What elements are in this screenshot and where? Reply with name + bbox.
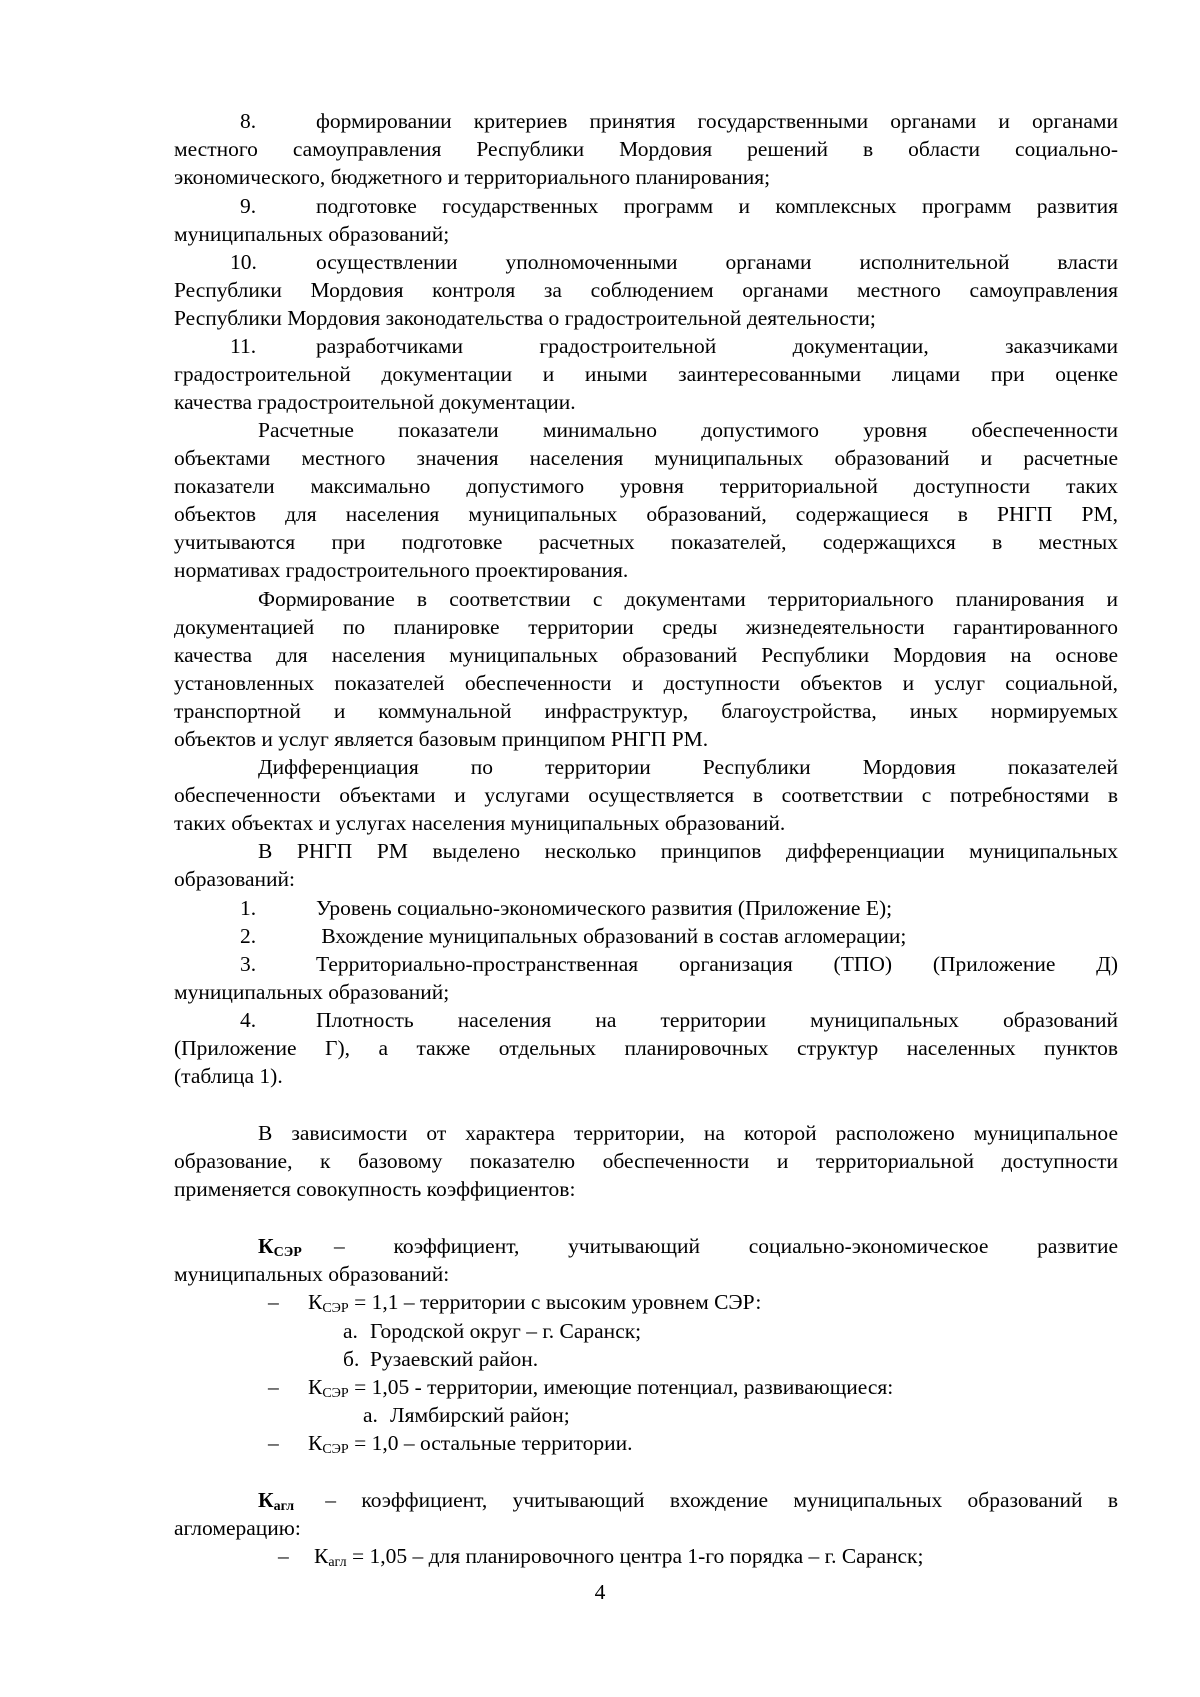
list-number: 2.: [240, 924, 257, 948]
coefficient-definition: муниципальных образований:: [174, 1262, 450, 1286]
list-number: 4.: [240, 1008, 257, 1032]
coef-letter: К: [308, 1375, 323, 1399]
paragraph-line: таких объектах и услугах населения муниципальных образований.: [174, 811, 786, 835]
paragraph-line: установленных показателей обеспеченности и доступности объектов и услуг социальной,: [174, 671, 1118, 695]
paragraph-line: Дифференциация по территории Республики Мордовия показателей: [258, 755, 1118, 779]
coefficient-definition: – коэффициент, учитывающий социально-экономическое развитие: [334, 1234, 1118, 1258]
list-item-text: формировании критериев принятия государственными органами и органами: [316, 109, 1118, 133]
paragraph-line: объектов и услуг является базовым принципом РНГП РМ.: [174, 727, 709, 751]
paragraph-line: образование, к базовому показателю обеспеченности и территориальной доступности: [174, 1149, 1118, 1173]
coef-subscript: агл: [328, 1555, 347, 1570]
coef-subscript: СЭР: [322, 1301, 349, 1316]
list-item-text: осуществлении уполномоченными органами исполнительной власти: [316, 250, 1118, 274]
list-item-text: экономического, бюджетного и территориального планирования;: [174, 165, 771, 189]
list-item-text: подготовке государственных программ и комплексных программ развития: [316, 194, 1118, 218]
paragraph-line: образований:: [174, 867, 296, 891]
list-item-text: Территориально-пространственная организация (ТПО) (Приложение Д): [316, 952, 1118, 976]
coef-subscript: СЭР: [273, 1245, 302, 1260]
paragraph-line: нормативах градостроительного проектирования.: [174, 558, 629, 582]
coefficient-definition: – коэффициент, учитывающий вхождение муниципальных образований в: [300, 1488, 1118, 1512]
coef-letter: К: [314, 1544, 329, 1568]
list-item-text: Республики Мордовия законодательства о градостроительной деятельности;: [174, 306, 876, 330]
paragraph-line: применяется совокупность коэффициентов:: [174, 1177, 576, 1201]
paragraph-line: качества для населения муниципальных образований Республики Мордовия на основе: [174, 643, 1118, 667]
coef-subscript: СЭР: [322, 1442, 349, 1457]
list-number: 8.: [240, 109, 257, 133]
bullet-dash: –: [268, 1431, 279, 1455]
paragraph-line: учитываются при подготовке расчетных показателей, содержащихся в местных: [174, 530, 1118, 554]
list-number: 1.: [240, 896, 257, 920]
coef-value-text: = 1,1 – территории с высоким уровнем СЭР:: [348, 1290, 762, 1314]
list-item-text: местного самоуправления Республики Мордовия решений в области социально-: [174, 137, 1118, 161]
list-item-text: муниципальных образований;: [174, 222, 450, 246]
sublist-letter: а.: [343, 1319, 358, 1343]
paragraph-line: показатели максимально допустимого уровня территориальной доступности таких: [174, 474, 1118, 498]
paragraph-line: В зависимости от характера территории, на которой расположено муниципальное: [258, 1121, 1118, 1145]
list-item-text: разработчиками градостроительной документации, заказчиками: [316, 334, 1118, 358]
sublist-text: Городской округ – г. Саранск;: [370, 1319, 642, 1343]
paragraph-line: объектов для населения муниципальных образований, содержащиеся в РНГП РМ,: [174, 502, 1118, 526]
paragraph-line: документацией по планировке территории среды жизнедеятельности гарантированного: [174, 615, 1118, 639]
coef-letter: К: [258, 1488, 274, 1512]
list-number: 9.: [240, 194, 257, 218]
coef-subscript: СЭР: [322, 1386, 349, 1401]
coef-value-text: = 1,0 – остальные территории.: [348, 1431, 633, 1455]
list-number: 11.: [230, 334, 257, 358]
paragraph-line: Формирование в соответствии с документами территориального планирования и: [258, 587, 1118, 611]
bullet-dash: –: [268, 1290, 279, 1314]
coef-letter: К: [308, 1290, 323, 1314]
coef-letter: К: [308, 1431, 323, 1455]
sublist-letter: б.: [343, 1347, 360, 1371]
coef-subscript: агл: [273, 1499, 295, 1514]
sublist-letter: а.: [363, 1403, 378, 1427]
sublist-text: Лямбирский район;: [390, 1403, 570, 1427]
coefficient-definition: агломерацию:: [174, 1516, 301, 1540]
coef-letter: К: [258, 1234, 274, 1258]
paragraph-line: транспортной и коммунальной инфраструктур, благоустройства, иных нормируемых: [174, 699, 1118, 723]
coef-value-text: = 1,05 – для планировочного центра 1-го порядка – г. Саранск;: [346, 1544, 924, 1568]
list-item-text: градостроительной документации и иными заинтересованными лицами при оценке: [174, 362, 1118, 386]
bullet-dash: –: [268, 1375, 279, 1399]
list-item-text: (Приложение Г), а также отдельных планировочных структур населенных пунктов: [174, 1036, 1118, 1060]
list-number: 10.: [230, 250, 257, 274]
list-item-text: Плотность населения на территории муниципальных образований: [316, 1008, 1118, 1032]
paragraph-line: Расчетные показатели минимально допустимого уровня обеспеченности: [258, 418, 1118, 442]
list-number: 3.: [240, 952, 257, 976]
sublist-text: Рузаевский район.: [370, 1347, 539, 1371]
paragraph-line: обеспеченности объектами и услугами осуществляется в соответствии с потребностями в: [174, 783, 1118, 807]
bullet-dash: –: [278, 1544, 289, 1568]
paragraph-line: В РНГП РМ выделено несколько принципов дифференциации муниципальных: [258, 839, 1118, 863]
list-item-text: Уровень социально-экономического развития (Приложение Е);: [316, 896, 893, 920]
list-item-text: Республики Мордовия контроля за соблюдением органами местного самоуправления: [174, 278, 1118, 302]
list-item-text: (таблица 1).: [174, 1064, 283, 1088]
list-item-text: качества градостроительной документации.: [174, 390, 576, 414]
coefficient-value-line: [308, 1429, 633, 1464]
list-item-text: муниципальных образований;: [174, 980, 450, 1004]
coef-value-text: = 1,05 - территории, имеющие потенциал, развивающиеся:: [348, 1375, 894, 1399]
list-item-text: Вхождение муниципальных образований в состав агломерации;: [316, 924, 907, 948]
paragraph-line: объектами местного значения населения муниципальных образований и расчетные: [174, 446, 1118, 470]
page-number: 4: [594, 1580, 606, 1604]
coefficient-value-line: [314, 1542, 923, 1577]
